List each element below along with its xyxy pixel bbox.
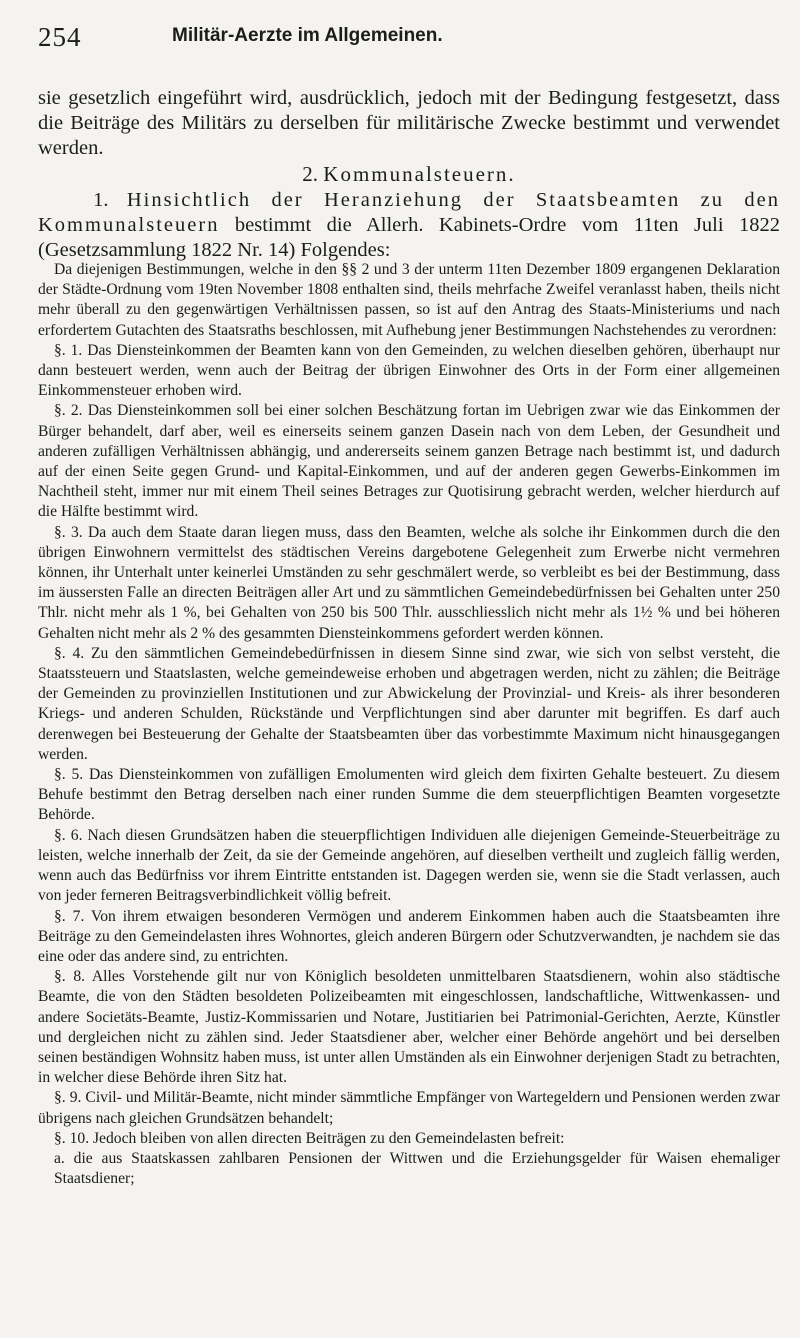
paragraph-section-3: §. 3. Da auch dem Staate daran liegen muss, dass den Beamten, welche als solche ihr Einkommen durch die den übrigen Einwohnern vermittelst des städtischen Vereins dargebotene Gelegenheit zum Erwerbe nicht vermehren können, ihr Unterhalt unter keinerlei Umständen zu sehr geschmälert werde, so verbleibt es bei der Bestimmung, dass im äussersten Falle an directen Beiträgen aller Art und zu sämmtlichen Gemeindebedürfnissen bei Gehalten unter 250 Thlr. nicht mehr als 1 %, bei Gehalten von 250 bis 500 Thlr. ausschliesslich nicht mehr als 1½ % und bei höheren Gehalten nicht mehr als 2 % des gesammten Diensteinkommens gefordert werden können. xyxy=(38,523,780,642)
section-heading xyxy=(38,162,780,187)
paragraph-section-10: §. 10. Jedoch bleiben von allen directen Beiträgen zu den Gemeindelasten befreit: xyxy=(54,1129,565,1147)
paragraph-section-6: §. 6. Nach diesen Grundsätzen haben die steuerpflichtigen Individuen alle diejenigen Gemeinde-Steuerbeiträge zu leisten, welche innerhalb der Zeit, da sie der Gemeinde angehören, auf dieselben vertheilt und zugleich fällig werden, wenn auch das Bedürfniss vor ihrem Eintritte entstanden ist. Dagegen werden sie, wenn sie die Stadt verlassen, auch von jeder ferneren Beitragsverbindlichkeit völlig befreit. xyxy=(38,826,780,905)
paragraph-section-2: §. 2. Das Diensteinkommen soll bei einer solchen Beschätzung fortan im Uebrigen zwar wie das Einkommen der Bürger behandelt, darf aber, weil es einerseits seinem ganzen Dasein nach von dem Leben, der Gesundheit und anderen zufälligen Verhältnissen abhängig, und andererseits seinem ganzen Betrage nach bestimmt ist, und dadurch auf der einen Seite gegen Grund- und Kapital-Einkommen, und auf der anderen gegen Gewerbs-Einkommen im Nachtheil steht, immer nur mit einem Theil seines Betrages zur Quotisirung gebracht werden, welcher hierdurch auf die Hälfte bestimmt wird. xyxy=(38,402,780,521)
paragraph-section-4: §. 4. Zu den sämmtlichen Gemeindebedürfnissen in diesem Sinne sind zwar, wie sich von selbst versteht, die Staatssteuern und Staatslasten, welche gemeindeweise erhoben und abgetragen werden, nicht zu zählen; die Beiträge der Gemeinden zu provinziellen Institutionen und zur Abwickelung der Provinzial- und Kreis- als ihrer besonderen Kriegs- und anderen Schulden, Rückstände und Verpflichtungen sind aber darunter mit begriffen. Es darf auch derenwegen bei Besteuerung der Gehalte der Staatsbeamten über das vorbestimmte Maximum nicht hinausgegangen werden. xyxy=(38,644,780,763)
page-number: 254 xyxy=(38,22,82,52)
section-number: 2. xyxy=(302,162,319,186)
paragraph-preamble: Da diejenigen Bestimmungen, welche in den §§ 2 und 3 der unterm 11ten Dezember 1809 ergangenen Deklaration der Städte-Ordnung vom 19ten November 1808 enthalten sind, theils mehrfache Zweifel veranlasst haben, theils nicht mehr überall zu den gegenwärtigen Verhältnissen passen, so ist auf den Antrag des Staats-Ministeriums und nach erfordertem Gutachten des Staatsraths beschlossen, mit Aufhebung jener Bestimmungen Nachstehendes zu verordnen: xyxy=(38,261,780,339)
lead-rest: bestimmt die Allerh. Kabinets-Ordre vom 11ten Juli 1822 (Gesetzsammlung 1822 Nr. 14) Folgendes: xyxy=(38,214,780,261)
ordinance-text xyxy=(38,260,780,1189)
paragraph-section-8: §. 8. Alles Vorstehende gilt nur von Königlich besoldeten unmittelbaren Staatsdienern, wohin also städtische Beamte, die von den Städten besoldeten Polizeibeamten mit eingeschlossen, landschaftliche, Wittwenkassen- und andere Societäts-Beamte, Justiz-Kommissarien und Notare, Justitiarien bei Patrimonial-Gerichten, Aerzte, Künstler und dergleichen nicht zu zählen sind. Jeder Staatsdiener aber, welcher einer Behörde angehört und bei derselben seinen beständigen Wohnsitz haben muss, ist unter allen Umständen als ein Einwohner derjenigen Stadt zu betrachten, in welcher diese Behörde ihren Sitz hat. xyxy=(38,968,780,1087)
paragraph-section-5: §. 5. Das Diensteinkommen von zufälligen Emolumenten wird gleich dem fixirten Gehalte besteuert. Zu diesem Behufe bestimmt den Betrag derselben nach einer runden Summe die dem steuerpflichtigen Beamten vorgesetzte Behörde. xyxy=(38,766,780,824)
running-head xyxy=(38,22,780,62)
paragraph-section-7: §. 7. Von ihrem etwaigen besonderen Vermögen und anderem Einkommen haben auch die Staatsbeamten ihre Beiträge zu den Gemeindelasten ihres Wohnortes, gleich anderen Bürgern oder Schutzverwandten, je nachdem sie das eine oder das andere sind, zu entrichten. xyxy=(38,907,780,965)
lead-paragraph xyxy=(38,188,780,263)
paragraph-section-1: §. 1. Das Diensteinkommen der Beamten kann von den Gemeinden, zu welchen dieselben gehören, überhaupt nur dann besteuert werden, wenn auch der Beitrag der übrigen Einwohner des Orts in der Form einer allgemeinen Einkommensteuer erhoben wird. xyxy=(38,341,780,400)
intro-paragraph: sie gesetzlich eingeführt wird, ausdrücklich, jedoch mit der Bedingung festgesetzt, dass die Beiträge des Militärs zu derselben für militärische Zwecke bestimmt und verwendet werden. xyxy=(38,87,780,159)
paragraph-section-9: §. 9. Civil- und Militär-Beamte, nicht minder sämmtliche Empfänger von Wartegeldern und Pensionen werden zwar übrigens nach gleichen Grundsätzen behandelt; xyxy=(38,1089,780,1127)
running-title: Militär-Aerzte im Allgemeinen. xyxy=(172,25,443,46)
list-item-a: a. die aus Staatskassen zahlbaren Pensionen der Wittwen und die Erziehungsgelder für Waisen ehemaliger Staatsdiener; xyxy=(54,1149,780,1188)
section-title: Kommunalsteuern. xyxy=(323,162,516,186)
lead-spaced-title: Hinsichtlich der Heranziehung der Staatsbeamten zu den Kommunalsteuern xyxy=(38,189,780,236)
lead-number: 1. xyxy=(93,189,109,211)
